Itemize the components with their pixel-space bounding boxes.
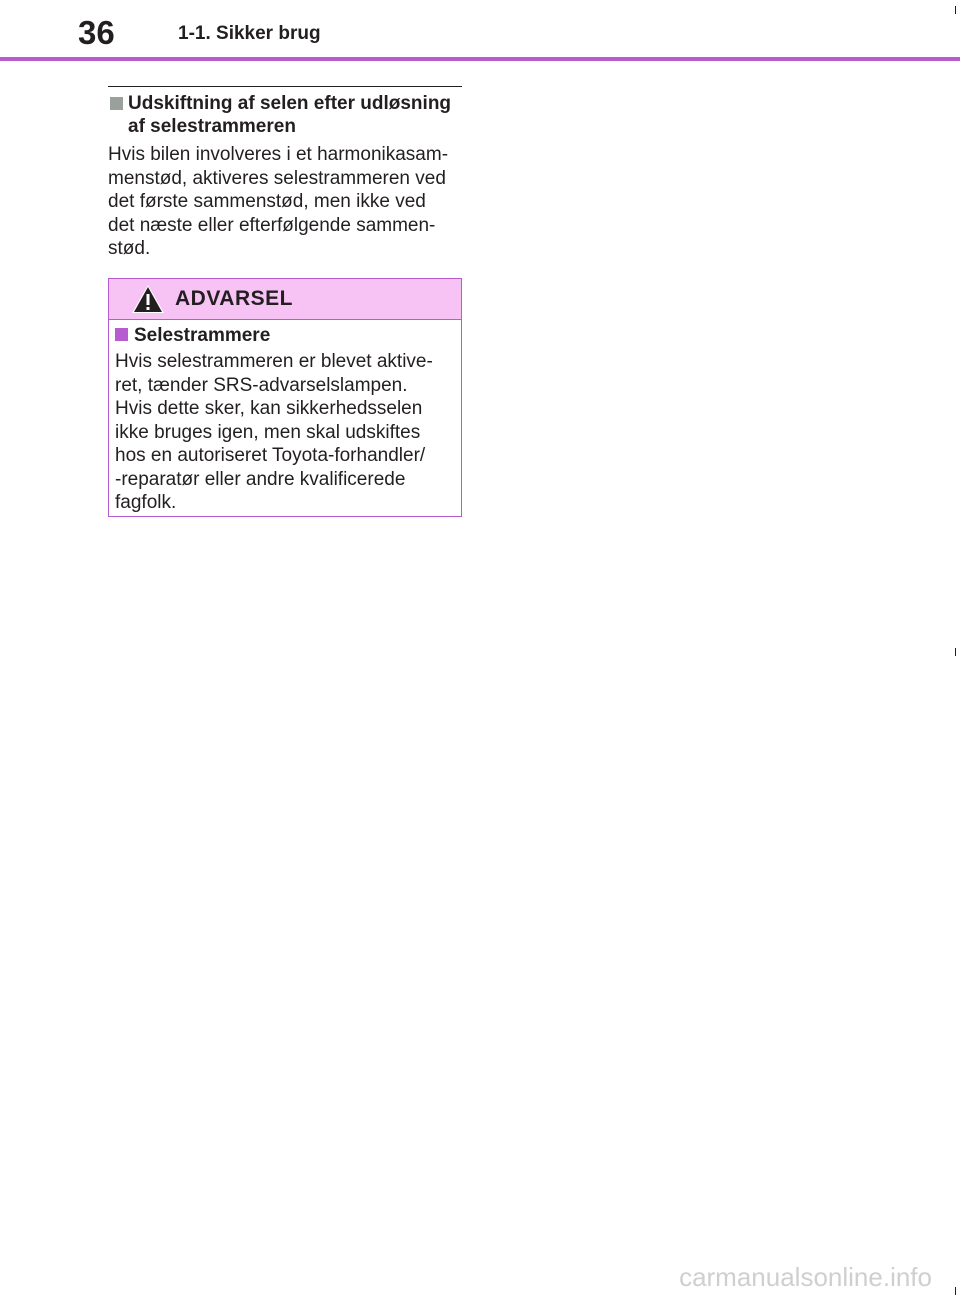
warning-triangle-icon [131, 284, 165, 314]
crop-mark-top [955, 6, 956, 14]
section-heading-text: Udskiftning af selen efter udløsning af selestrammeren [128, 93, 452, 137]
warning-label: ADVARSEL [175, 287, 293, 310]
section-heading [108, 92, 468, 138]
footer-watermark: carmanualsonline.info [679, 1262, 932, 1292]
crop-mark-middle [955, 648, 956, 656]
section-rule [108, 86, 462, 87]
warning-box [108, 278, 462, 517]
square-bullet-icon [110, 97, 123, 110]
warning-subheading-text: Selestrammere [134, 325, 271, 346]
header-rule [0, 57, 960, 61]
square-bullet-icon [115, 328, 128, 341]
crop-mark-bottom [955, 1287, 956, 1295]
warning-body-text: Hvis selestrammeren er blevet aktive- ret, tænder SRS-advarselslampen. Hvis dette sker, kan sikkerhedsselen ikke bruges igen, men skal udskiftes hos en autoriseret Toyota-forhandler/ -reparatør eller andre kvalificerede fagfolk. [115, 351, 433, 513]
page-number: 36 [78, 14, 115, 51]
section-body-text: Hvis bilen involveres i et harmonikasam- menstød, aktiveres selestrammeren ved det første sammenstød, men ikke ved det næste eller efterfølgende sammen- stød. [108, 144, 449, 259]
chapter-title: 1-1. Sikker brug [178, 23, 321, 44]
warning-header [109, 279, 461, 320]
warning-subheading [115, 324, 270, 347]
